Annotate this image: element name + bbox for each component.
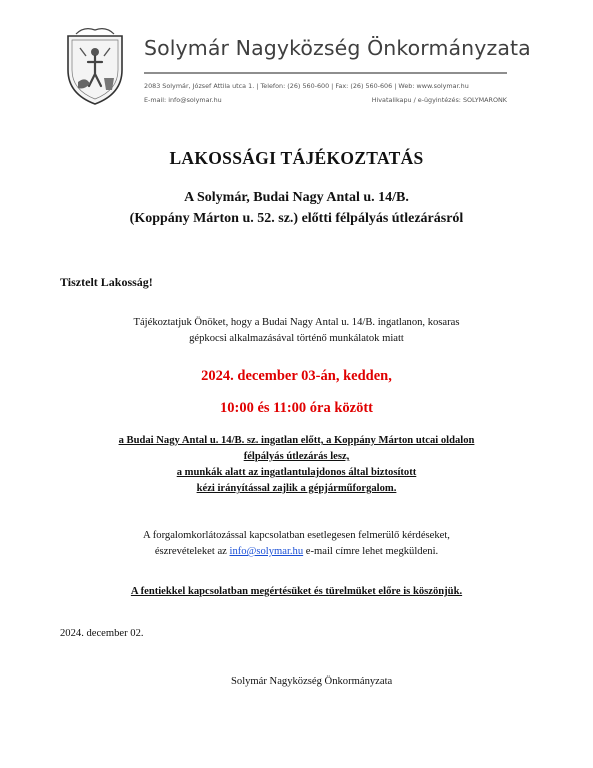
contact-secondary-line: [144, 96, 507, 104]
document-subtitle-line-1: A Solymár, Budai Nagy Antal u. 14/B.: [184, 190, 409, 205]
query-line-2-prefix: észrevételeket az: [154, 546, 227, 557]
notice-line-1: a Budai Nagy Antal u. 14/B. sz. ingatlan előtt, a Koppány Márton utcai oldalon: [118, 435, 475, 446]
thank-you-note: A fentiekkel kapcsolatban megértésüket és türelmüket előre is köszönjük.: [130, 586, 463, 597]
contact-office: Hivatalikapu / e-ügyintézés: SOLYMARONK: [371, 96, 507, 104]
greeting: Tisztelt Lakosság!: [60, 275, 153, 289]
closure-date: 2024. december 03-án, kedden,: [201, 368, 392, 384]
email-link[interactable]: info@solymar.hu: [229, 546, 304, 557]
query-line-2: [0, 546, 593, 557]
contact-email: E-mail: info@solymar.hu: [144, 96, 222, 104]
closure-time: 10:00 és 11:00 óra között: [219, 400, 374, 416]
header-divider: [144, 72, 507, 74]
notice-line-2: félpályás útlezárás lesz,: [243, 451, 350, 462]
intro-line-2: gépkocsi alkalmazásával történő munkálatok miatt: [189, 333, 404, 344]
contact-address-line: 2083 Solymár, József Attila utca 1. | Telefon: (26) 560-600 | Fax: (26) 560-606 | Web: www.solymar.hu: [144, 82, 469, 90]
intro-line-1: Tájékoztatjuk Önöket, hogy a Budai Nagy Antal u. 14/B. ingatlanon, kosaras: [133, 317, 460, 328]
document-title: LAKOSSÁGI TÁJÉKOZTATÁS: [169, 148, 424, 168]
document-date: 2024. december 02.: [60, 628, 144, 639]
document-subtitle-line-2: (Koppány Márton u. 52. sz.) előtti félpályás útlezárásról: [129, 211, 464, 226]
query-line-1: A forgalomkorlátozással kapcsolatban esetlegesen felmerülő kérdéseket,: [143, 530, 450, 541]
notice-line-4: kézi irányítással zajlik a gépjárműforgalom.: [196, 483, 397, 494]
query-line-2-suffix: e-mail címre lehet megküldeni.: [305, 546, 439, 557]
signature: Solymár Nagyközség Önkormányzata: [231, 676, 393, 687]
organization-name: Solymár Nagyközség Önkormányzata: [144, 36, 531, 60]
coat-of-arms-icon: [64, 26, 126, 106]
notice-line-3: a munkák alatt az ingatlantulajdonos által biztosított: [176, 467, 417, 478]
